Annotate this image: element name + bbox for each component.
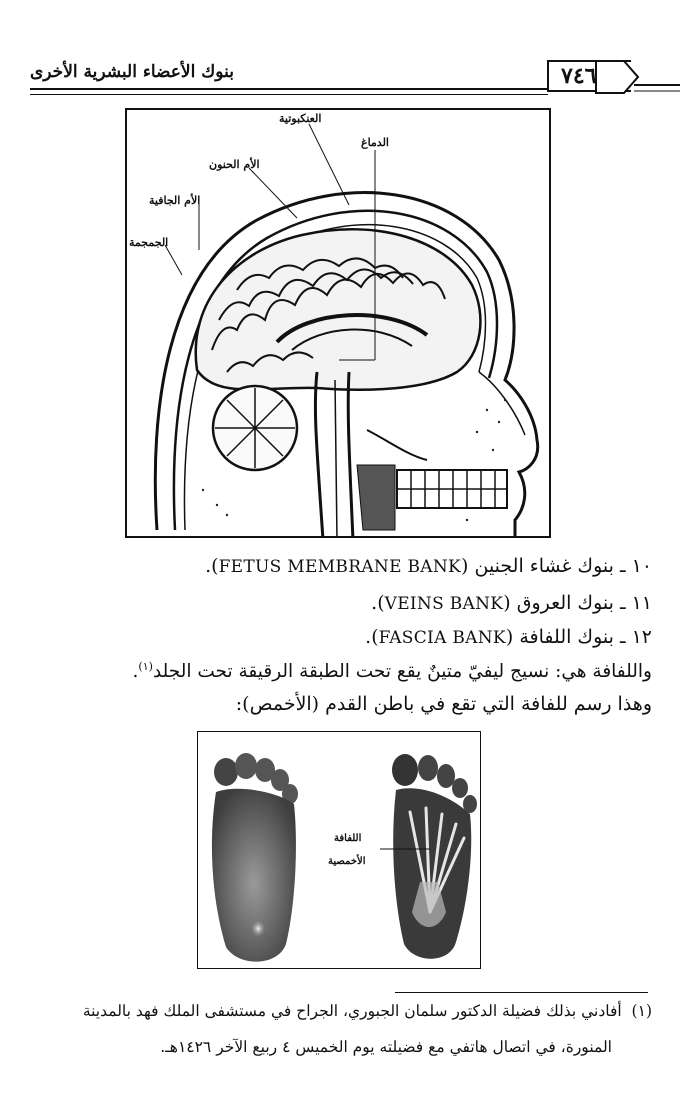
definition-text: واللفافة هي: نسيج ليفيّ متينٌ يقع تحت الطبقة الرقيقة تحت الجلد bbox=[152, 661, 652, 683]
brain-illustration bbox=[127, 110, 551, 538]
item12-arabic: ١٢ ـ بنوك اللفافة ( bbox=[505, 626, 652, 648]
plantar-fascia-figure bbox=[197, 731, 481, 969]
footnote-separator bbox=[395, 992, 648, 993]
footnote-line-2: المنورة، في اتصال هاتفي مع فضيلته يوم الخميس ٤ ربيع الآخر ١٤٢٦هـ. bbox=[160, 1038, 612, 1056]
list-item-11 bbox=[371, 594, 652, 613]
feet-illustration bbox=[198, 732, 481, 969]
list-item-12 bbox=[365, 628, 652, 647]
figure-intro-text: وهذا رسم للفافة التي تقع في باطن القدم (الأخمص): bbox=[235, 693, 652, 715]
running-title: بنوك الأعضاء البشرية الأخرى bbox=[30, 62, 234, 82]
footnote-reference: (١) bbox=[138, 660, 153, 673]
item10-english: FETUS MEMBRANE BANK bbox=[218, 557, 462, 577]
fascia-label-line2: الأخمصية bbox=[328, 856, 366, 867]
list-item-10 bbox=[205, 557, 652, 576]
label-dura-mater: الأم الجافية bbox=[149, 194, 201, 207]
page-number-tab-ornament bbox=[594, 58, 682, 96]
footnote-text-1: أفادني بذلك فضيلة الدكتور سلمان الجبوري، الجراح في مستشفى الملك فهد بالمدينة bbox=[82, 1002, 622, 1020]
item11-end: ). bbox=[371, 592, 385, 614]
footnote-marker: (١) bbox=[631, 1002, 652, 1020]
right-foot bbox=[392, 754, 477, 959]
label-pia-mater: الأم الحنون bbox=[209, 158, 260, 171]
item11-arabic: ١١ ـ بنوك العروق ( bbox=[503, 592, 652, 614]
footnote-line-1 bbox=[83, 1002, 652, 1020]
label-arachnoid: العنكبوتية bbox=[279, 112, 322, 125]
brain-anatomy-figure bbox=[125, 108, 551, 538]
item12-end: ). bbox=[365, 626, 379, 648]
label-brain: الدماغ bbox=[361, 136, 389, 149]
definition-paragraph bbox=[133, 661, 652, 682]
left-foot bbox=[212, 753, 298, 962]
item12-english: FASCIA BANK bbox=[378, 628, 506, 648]
definition-end: . bbox=[132, 661, 139, 683]
item10-end: ). bbox=[205, 555, 219, 577]
item11-english: VEINS BANK bbox=[384, 594, 504, 614]
fascia-label-line1: اللفافة bbox=[334, 833, 362, 844]
label-skull: الجمجمة bbox=[129, 236, 169, 249]
header-rule-bottom bbox=[30, 94, 548, 95]
page-number: ٧٤٦ bbox=[561, 63, 597, 89]
item10-arabic: ١٠ ـ بنوك غشاء الجنين ( bbox=[461, 555, 652, 577]
header-rule-top bbox=[30, 88, 548, 90]
